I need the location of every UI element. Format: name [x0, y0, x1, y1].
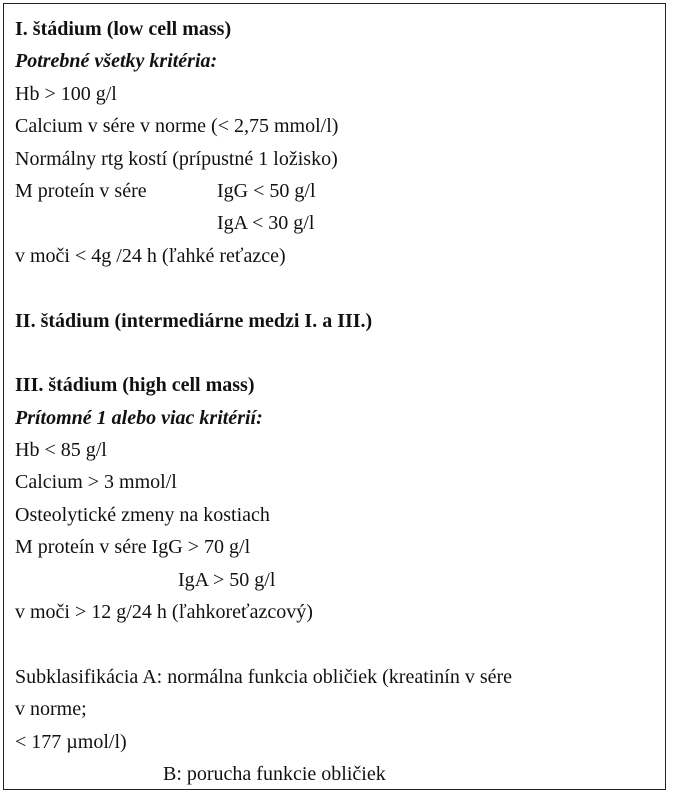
stage3-iga: IgA > 50 g/l — [178, 568, 276, 591]
stage1-igg: IgG < 50 g/l — [217, 179, 316, 202]
stage3-urine: v moči > 12 g/24 h (ľahkoreťazcový) — [15, 601, 313, 624]
stage1-xray: Normálny rtg kostí (prípustné 1 ložisko) — [15, 147, 338, 170]
subclass-a-line1: Subklasifikácia A: normálna funkcia obličiek (kreatinín v sére — [15, 665, 513, 688]
stage1-criteria-heading: Potrebné všetky kritéria: — [15, 50, 218, 73]
stage1-urine: v moči < 4g /24 h (ľahké reťazce) — [15, 244, 286, 267]
stage1-mprotein-label: M proteín v sére — [15, 179, 147, 202]
stage3-hb: Hb < 85 g/l — [15, 439, 107, 462]
stage3-calcium: Calcium > 3 mmol/l — [15, 471, 177, 494]
spacer — [15, 272, 657, 304]
spacer — [15, 337, 657, 369]
stage3-title: III. štádium (high cell mass) — [15, 374, 255, 397]
stage1-calcium: Calcium v sére v norme (< 2,75 mmol/l) — [15, 115, 339, 138]
staging-table-frame — [3, 3, 666, 790]
stage1-hb: Hb > 100 g/l — [15, 82, 117, 105]
stage1-iga: IgA < 30 g/l — [217, 212, 315, 235]
stage3-bone: Osteolytické zmeny na kostiach — [15, 503, 270, 526]
subclass-b: B: porucha funkcie obličiek — [163, 762, 386, 785]
stage2-title: II. štádium (intermediárne medzi I. a III.) — [15, 309, 373, 332]
stage3-mprotein: M proteín v sére IgG > 70 g/l — [15, 536, 251, 559]
subclass-a-line2: v norme; — [15, 698, 87, 721]
staging-content — [15, 13, 657, 790]
spacer — [15, 628, 657, 660]
stage3-criteria-heading: Prítomné 1 alebo viac kritérií: — [15, 406, 263, 429]
stage1-mprotein-row — [15, 175, 657, 207]
subclass-a-line3: < 177 µmol/l) — [15, 730, 127, 753]
stage1-title: I. štádium (low cell mass) — [15, 18, 232, 40]
